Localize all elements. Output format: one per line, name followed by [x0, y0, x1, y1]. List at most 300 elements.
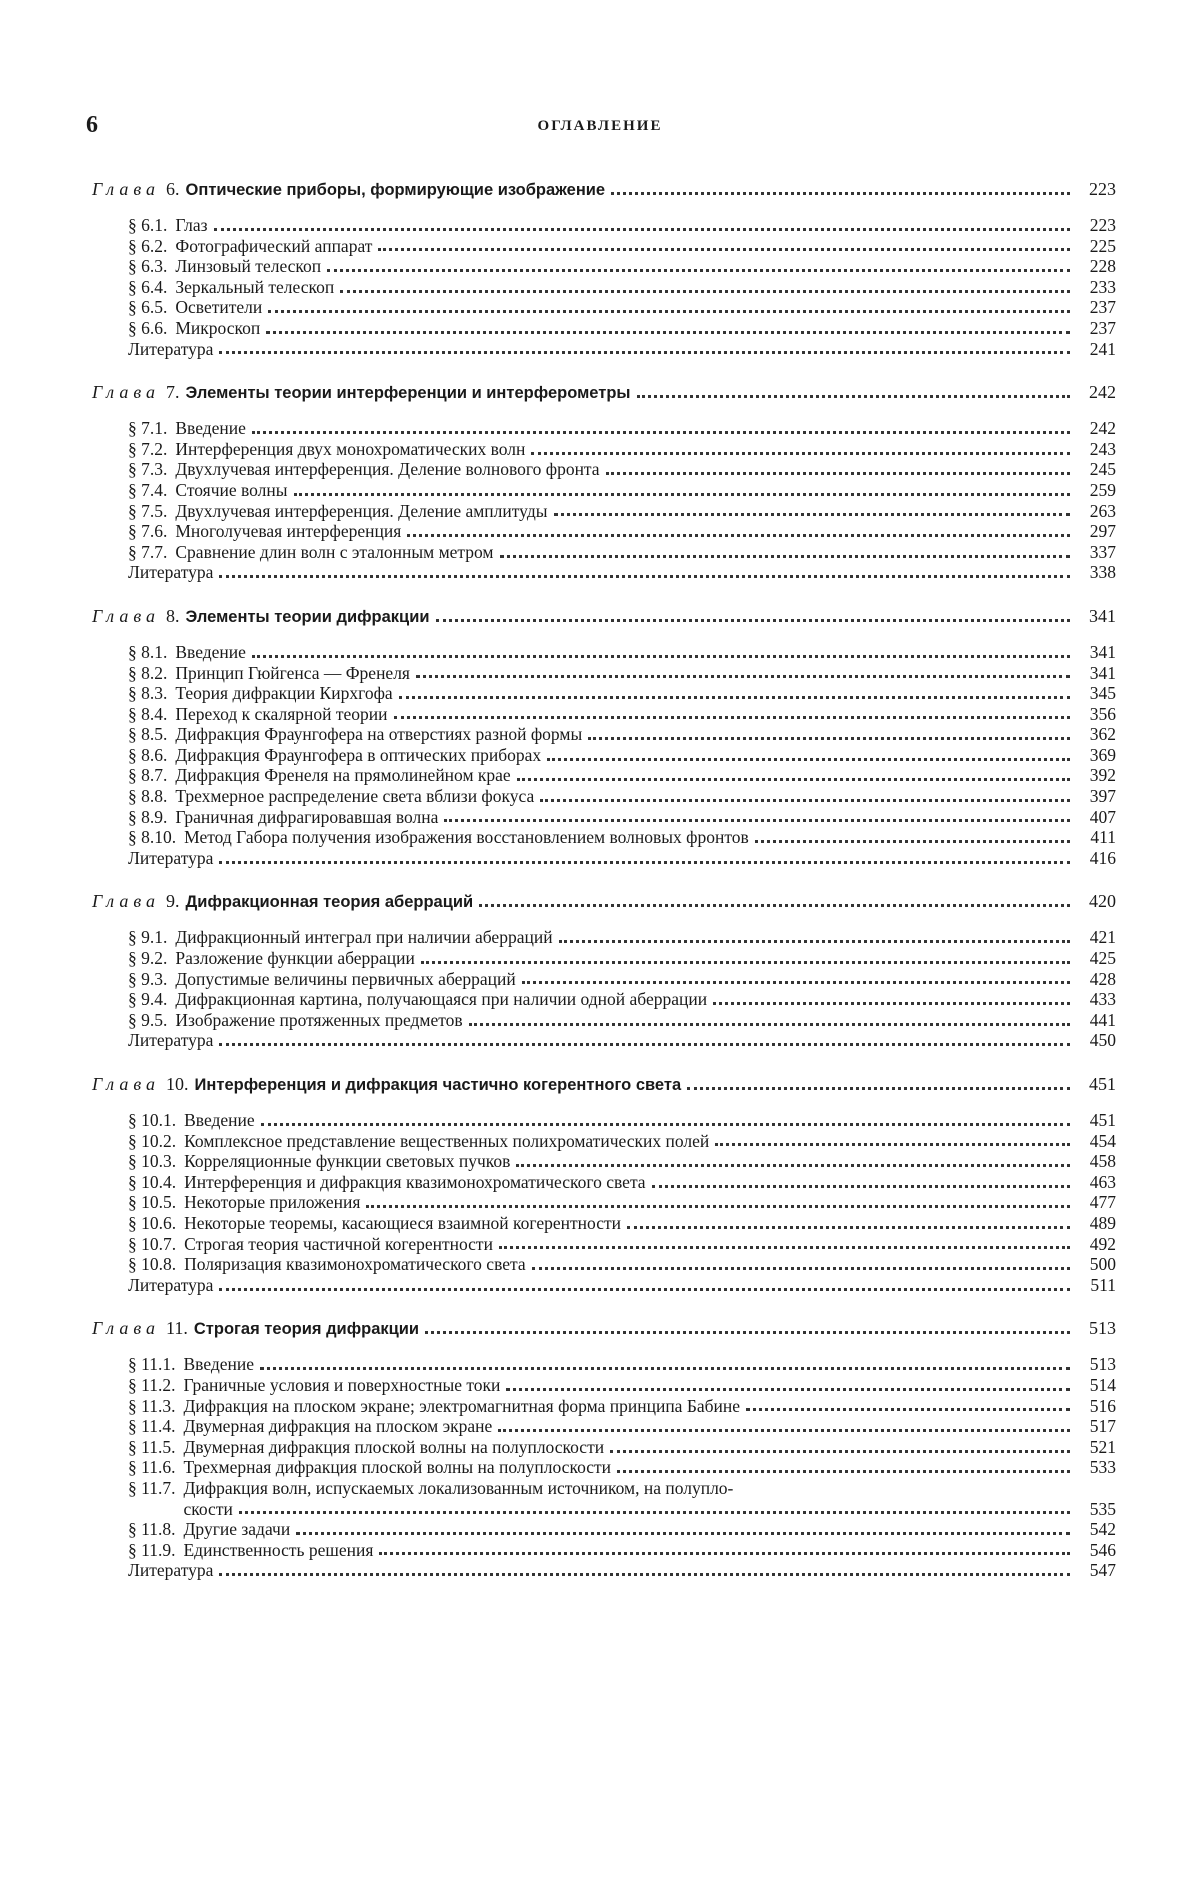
- literature-heading: [128, 339, 213, 360]
- section-page-number: 407: [1089, 806, 1116, 827]
- section-heading: [128, 1396, 740, 1417]
- section-title: Сравнение длин волн с эталонным метром: [175, 541, 494, 562]
- dot-leader: [499, 1246, 1070, 1249]
- section-heading: [128, 1519, 290, 1540]
- section-title: Трехмерная дифракция плоской волны на полуплоскости: [183, 1457, 612, 1478]
- section-heading: [128, 501, 548, 522]
- section-entry[interactable]: [92, 663, 1116, 684]
- section-page-number: 425: [1089, 948, 1116, 969]
- section-title: Дифракционная картина, получающаяся при наличии одной аберрации: [175, 989, 708, 1010]
- section-number: § 6.1.: [128, 215, 168, 235]
- literature-entry[interactable]: [92, 339, 1116, 360]
- chapter-number: 10.: [166, 1074, 189, 1094]
- section-entry[interactable]: [92, 1354, 1116, 1375]
- section-entry[interactable]: [92, 745, 1116, 766]
- dot-leader: [627, 1226, 1070, 1229]
- section-heading: [128, 969, 516, 990]
- dot-leader: [755, 840, 1070, 843]
- chapter-block: [92, 1073, 1116, 1295]
- section-heading: [128, 521, 401, 542]
- section-page-number: 228: [1089, 256, 1116, 277]
- section-entry[interactable]: [92, 521, 1116, 542]
- literature-page-number: 241: [1089, 338, 1116, 359]
- section-title: Глаз: [175, 215, 208, 235]
- section-heading: [128, 277, 334, 298]
- section-heading: [128, 1010, 463, 1031]
- section-number: § 10.8.: [128, 1254, 177, 1275]
- section-entry[interactable]: [92, 1010, 1116, 1031]
- section-title: Некоторые приложения: [184, 1192, 361, 1213]
- chapter-word: Глава: [92, 891, 161, 912]
- section-entry[interactable]: [92, 1234, 1116, 1255]
- section-page-number: 441: [1089, 1009, 1116, 1030]
- section-heading: [128, 1540, 373, 1561]
- dot-leader: [687, 1087, 1070, 1090]
- section-entry[interactable]: [92, 683, 1116, 704]
- section-number: § 10.3.: [128, 1151, 177, 1172]
- chapter-block: [92, 1317, 1116, 1581]
- section-page-number: 517: [1089, 1416, 1116, 1437]
- section-number: § 8.7.: [128, 765, 168, 786]
- dot-leader: [547, 758, 1070, 761]
- dot-leader: [532, 1267, 1070, 1270]
- dot-leader: [366, 1205, 1070, 1208]
- section-number: § 6.6.: [128, 317, 168, 338]
- literature-heading: [128, 1560, 213, 1581]
- section-number: § 10.1.: [128, 1110, 177, 1130]
- section-heading: [128, 459, 600, 480]
- chapter-block: [92, 178, 1116, 359]
- section-entry[interactable]: [92, 1254, 1116, 1275]
- section-page-number: 428: [1089, 968, 1116, 989]
- section-entry[interactable]: [92, 1131, 1116, 1152]
- chapter-block: [92, 890, 1116, 1051]
- section-title: Осветители: [175, 297, 263, 318]
- chapter-page-number: 341: [1089, 605, 1116, 626]
- section-page-number: 225: [1089, 235, 1116, 256]
- chapter-block: [92, 605, 1116, 869]
- literature-title: Литература: [128, 1274, 214, 1295]
- chapter-page-number: 451: [1089, 1074, 1116, 1094]
- dot-leader: [407, 534, 1070, 537]
- section-title: Фотографический аппарат: [175, 235, 373, 256]
- chapter-heading: [92, 1073, 681, 1096]
- dot-leader: [219, 1288, 1070, 1291]
- section-page-number: 521: [1089, 1436, 1116, 1457]
- section-number: § 8.4.: [128, 703, 168, 724]
- section-title: Зеркальный телескоп: [175, 276, 335, 297]
- section-number: § 8.6.: [128, 744, 168, 765]
- running-head: ОГЛАВЛЕНИЕ: [537, 118, 663, 134]
- section-entry[interactable]: [92, 786, 1116, 807]
- literature-entry[interactable]: [92, 1030, 1116, 1051]
- section-page-number: 513: [1089, 1354, 1116, 1375]
- dot-leader: [500, 555, 1070, 558]
- section-title: Изображение протяженных предметов: [175, 1009, 463, 1030]
- section-page-number: 514: [1089, 1374, 1116, 1395]
- section-number: § 8.1.: [128, 641, 168, 662]
- section-number: § 7.2.: [128, 438, 168, 459]
- section-number: § 7.4.: [128, 479, 168, 500]
- section-entry[interactable]: [92, 969, 1116, 990]
- section-number: § 6.3.: [128, 256, 168, 277]
- section-page-number: 223: [1089, 215, 1116, 235]
- section-page-number: 542: [1089, 1519, 1116, 1540]
- chapter-number: 7.: [166, 382, 180, 403]
- dot-leader: [379, 1552, 1070, 1555]
- section-title: Введение: [183, 1354, 255, 1375]
- section-heading: [128, 318, 260, 339]
- section-title: Стоячие волны: [175, 479, 288, 500]
- section-page-number: 516: [1089, 1395, 1116, 1416]
- section-page-number: 237: [1089, 297, 1116, 318]
- chapter-title: Элементы теории дифракции: [185, 607, 430, 626]
- chapter-heading: [92, 890, 473, 913]
- chapter-title: Оптические приборы, формирующие изображение: [185, 181, 606, 199]
- dot-leader: [399, 696, 1070, 699]
- chapter-entry[interactable]: [92, 1073, 1116, 1096]
- section-heading: [128, 827, 749, 848]
- section-heading: [128, 1437, 604, 1458]
- section-page-number: 341: [1089, 662, 1116, 683]
- section-number: § 11.5.: [128, 1436, 176, 1457]
- section-page-number: 237: [1089, 317, 1116, 338]
- section-title: Поляризация квазимонохроматического света: [184, 1254, 526, 1275]
- section-entry[interactable]: [92, 704, 1116, 725]
- section-title: Двухлучевая интерференция. Деление волнового фронта: [175, 459, 600, 480]
- dot-leader: [260, 1367, 1070, 1370]
- chapter-page-number: 513: [1089, 1318, 1116, 1339]
- section-entry[interactable]: [92, 236, 1116, 257]
- section-title: Линзовый телескоп: [175, 256, 322, 277]
- section-title: Строгая теория частичной когерентности: [184, 1233, 493, 1254]
- chapter-entry[interactable]: [92, 178, 1116, 201]
- dot-leader: [219, 351, 1070, 354]
- dot-leader: [394, 716, 1070, 719]
- section-entry[interactable]: [92, 724, 1116, 745]
- chapter-title: Строгая теория дифракции: [193, 1320, 420, 1339]
- section-number: § 7.6.: [128, 521, 168, 542]
- section-page-number: 546: [1089, 1539, 1116, 1560]
- section-number: § 7.3.: [128, 459, 168, 480]
- section-title: Дифракция на плоском экране; электромагнитная форма принципа Бабине: [183, 1395, 741, 1416]
- section-title: Многолучевая интерференция: [175, 521, 402, 542]
- chapter-entry[interactable]: [92, 605, 1116, 628]
- chapter-title: Интерференция и дифракция частично когерентного света: [194, 1076, 682, 1094]
- section-heading: [128, 542, 494, 563]
- section-number: § 8.9.: [128, 806, 168, 827]
- section-page-number: 421: [1089, 927, 1116, 948]
- section-heading: [128, 704, 388, 725]
- section-entry[interactable]: [92, 459, 1116, 480]
- section-page-number: 245: [1089, 459, 1116, 480]
- section-heading: [128, 1110, 255, 1131]
- dot-leader: [610, 1450, 1070, 1453]
- section-page-number: 392: [1089, 765, 1116, 786]
- section-entry[interactable]: [92, 1151, 1116, 1172]
- section-page-number: 397: [1089, 786, 1116, 807]
- section-entry[interactable]: [92, 439, 1116, 460]
- literature-entry[interactable]: [92, 1275, 1116, 1296]
- literature-page-number: 338: [1089, 562, 1116, 583]
- section-title: Другие задачи: [183, 1519, 291, 1540]
- section-page-number: 433: [1089, 989, 1116, 1010]
- chapter-word: Глава: [92, 605, 161, 626]
- dot-leader: [239, 1511, 1070, 1514]
- section-title: Интерференция и дифракция квазимонохроматического света: [184, 1171, 646, 1192]
- section-page-number: 489: [1089, 1212, 1116, 1233]
- dot-leader: [296, 1532, 1070, 1535]
- section-heading: [128, 418, 246, 439]
- section-number: § 9.1.: [128, 927, 168, 948]
- section-entry[interactable]: [92, 256, 1116, 277]
- dot-leader: [606, 472, 1070, 475]
- dot-leader: [294, 493, 1070, 496]
- chapter-heading: [92, 381, 631, 404]
- dot-leader: [531, 452, 1070, 455]
- dot-leader: [713, 1002, 1070, 1005]
- literature-title: Литература: [128, 847, 214, 868]
- chapter-word: Глава: [92, 1074, 161, 1094]
- section-heading: [128, 1354, 254, 1375]
- dot-leader: [444, 819, 1070, 822]
- section-number: § 11.6.: [128, 1457, 176, 1478]
- section-page-number: 242: [1089, 418, 1116, 439]
- section-page-number: 341: [1089, 641, 1116, 662]
- section-title: Дифракция Фраунгофера в оптических приборах: [175, 744, 542, 765]
- dot-leader: [425, 1331, 1070, 1334]
- section-page-number: 411: [1090, 827, 1116, 848]
- section-title: Единственность решения: [183, 1539, 374, 1560]
- dot-leader: [637, 395, 1071, 398]
- section-number: § 7.7.: [128, 541, 168, 562]
- dot-leader: [746, 1408, 1070, 1411]
- section-entry[interactable]: [92, 1540, 1116, 1561]
- dot-leader: [266, 331, 1070, 334]
- dot-leader: [479, 904, 1070, 907]
- literature-heading: [128, 1275, 213, 1296]
- chapter-number: 8.: [166, 605, 180, 626]
- section-title: Двумерная дифракция плоской волны на полуплоскости: [183, 1436, 605, 1457]
- section-page-number: 369: [1089, 744, 1116, 765]
- dot-leader: [340, 290, 1070, 293]
- section-entry[interactable]: [92, 480, 1116, 501]
- page-number: 6: [86, 112, 98, 138]
- section-title: Граничные условия и поверхностные токи: [183, 1374, 501, 1395]
- section-title: Некоторые теоремы, касающиеся взаимной когерентности: [184, 1212, 621, 1233]
- section-title-line2: скости: [183, 1498, 233, 1519]
- literature-title: Литература: [128, 1030, 214, 1051]
- section-entry[interactable]: [92, 948, 1116, 969]
- literature-entry[interactable]: [92, 562, 1116, 583]
- section-number: § 9.3.: [128, 968, 168, 989]
- section-number: § 8.10.: [128, 827, 177, 848]
- section-entry[interactable]: [92, 1192, 1116, 1213]
- section-heading: [128, 215, 208, 236]
- section-heading: [128, 1234, 493, 1255]
- section-heading: [128, 745, 541, 766]
- dot-leader: [469, 1023, 1070, 1026]
- literature-page-number: 547: [1089, 1560, 1116, 1581]
- section-heading: [128, 1375, 500, 1396]
- section-heading: [128, 1172, 646, 1193]
- section-entry[interactable]: [92, 277, 1116, 298]
- section-number: § 10.5.: [128, 1192, 177, 1213]
- section-number: § 9.4.: [128, 989, 168, 1010]
- section-heading: [128, 1151, 510, 1172]
- section-title: Введение: [175, 641, 246, 662]
- chapter-title: Элементы теории интерференции и интерферометры: [185, 384, 631, 403]
- section-entry[interactable]: [92, 642, 1116, 663]
- section-number: § 6.2.: [128, 235, 168, 256]
- dot-leader: [219, 861, 1070, 864]
- section-entry[interactable]: [92, 318, 1116, 339]
- dot-leader: [436, 619, 1071, 622]
- section-number: § 11.9.: [128, 1539, 176, 1560]
- literature-heading: [128, 848, 213, 869]
- section-entry[interactable]: [92, 501, 1116, 522]
- section-entry[interactable]: [92, 215, 1116, 236]
- chapter-number: 11.: [166, 1318, 188, 1339]
- literature-page-number: 416: [1089, 847, 1116, 868]
- section-heading: [128, 948, 415, 969]
- section-page-number: 362: [1089, 724, 1116, 745]
- section-title: Введение: [175, 418, 246, 439]
- section-page-number: 337: [1089, 541, 1116, 562]
- section-heading: [128, 1131, 709, 1152]
- section-heading: [128, 1457, 611, 1478]
- section-title: Принцип Гюйгенса — Френеля: [175, 662, 410, 683]
- section-page-number: 297: [1089, 521, 1116, 542]
- section-entry[interactable]: [92, 1478, 1116, 1519]
- chapter-entry[interactable]: [92, 381, 1116, 404]
- section-entry[interactable]: [92, 1110, 1116, 1131]
- section-page-number: 233: [1089, 276, 1116, 297]
- chapter-heading: [92, 1317, 419, 1340]
- section-number: § 8.2.: [128, 662, 168, 683]
- section-page-number: 535: [1089, 1498, 1116, 1519]
- section-heading: [128, 439, 525, 460]
- chapter-heading: [92, 178, 605, 201]
- chapter-title: Дифракционная теория аберраций: [185, 893, 474, 912]
- section-page-number: 500: [1089, 1254, 1116, 1275]
- section-heading: [128, 724, 582, 745]
- section-entry[interactable]: [92, 1396, 1116, 1417]
- dot-leader: [214, 228, 1070, 231]
- section-title: Теория дифракции Кирхгофа: [175, 683, 393, 704]
- dot-leader: [416, 675, 1070, 678]
- section-entry[interactable]: [92, 1437, 1116, 1458]
- section-title: Двухлучевая интерференция. Деление амплитуды: [175, 500, 548, 521]
- section-entry[interactable]: [92, 1172, 1116, 1193]
- section-entry[interactable]: [92, 1519, 1116, 1540]
- chapter-word: Глава: [92, 179, 161, 199]
- section-number: § 7.5.: [128, 500, 168, 521]
- section-title: Введение: [184, 1110, 255, 1130]
- section-page-number: 263: [1089, 500, 1116, 521]
- section-heading: [128, 642, 246, 663]
- dot-leader: [516, 1164, 1070, 1167]
- dot-leader: [617, 1470, 1070, 1473]
- section-entry[interactable]: [92, 989, 1116, 1010]
- dot-leader: [554, 513, 1071, 516]
- section-title: Допустимые величины первичных аберраций: [175, 968, 516, 989]
- chapter-entry[interactable]: [92, 890, 1116, 913]
- chapter-block: [92, 381, 1116, 583]
- section-number: § 11.3.: [128, 1395, 176, 1416]
- section-title: Граничная дифрагировавшая волна: [175, 806, 439, 827]
- literature-title: Литература: [128, 562, 214, 583]
- dot-leader: [611, 192, 1070, 195]
- section-heading: [128, 1416, 492, 1437]
- literature-heading: [128, 562, 213, 583]
- literature-page-number: 511: [1090, 1274, 1116, 1295]
- section-heading: [128, 663, 410, 684]
- literature-title: Литература: [128, 338, 214, 359]
- literature-entry[interactable]: [92, 1560, 1116, 1581]
- section-heading: [128, 989, 707, 1010]
- section-page-number: 477: [1089, 1192, 1116, 1213]
- section-number: § 11.2.: [128, 1374, 176, 1395]
- dot-leader: [268, 310, 1070, 313]
- chapter-page-number: 223: [1089, 179, 1116, 199]
- section-entry[interactable]: [92, 297, 1116, 318]
- section-heading: [128, 236, 372, 257]
- chapter-page-number: 420: [1089, 891, 1116, 912]
- section-number: § 10.2.: [128, 1130, 177, 1151]
- chapter-heading: [92, 605, 430, 628]
- section-page-number: 533: [1089, 1457, 1116, 1478]
- section-title: Дифракционный интеграл при наличии аберраций: [175, 927, 553, 948]
- section-entry[interactable]: [92, 418, 1116, 439]
- literature-heading: [128, 1030, 213, 1051]
- chapter-word: Глава: [92, 1318, 161, 1339]
- dot-leader: [498, 1429, 1070, 1432]
- section-number: § 8.8.: [128, 786, 168, 807]
- section-entry[interactable]: [92, 1375, 1116, 1396]
- section-number: § 10.7.: [128, 1233, 177, 1254]
- section-title: Интерференция двух монохроматических волн: [175, 438, 526, 459]
- section-entry[interactable]: [92, 542, 1116, 563]
- chapter-entry[interactable]: [92, 1317, 1116, 1340]
- section-entry[interactable]: [92, 765, 1116, 786]
- section-page-number: 356: [1089, 703, 1116, 724]
- section-entry[interactable]: [92, 1457, 1116, 1478]
- section-title: Метод Габора получения изображения восстановлением волновых фронтов: [184, 827, 749, 848]
- section-title: Разложение функции аберрации: [175, 948, 415, 969]
- section-heading: [128, 256, 321, 277]
- section-heading: [128, 683, 393, 704]
- dot-leader: [252, 655, 1070, 658]
- literature-entry[interactable]: [92, 848, 1116, 869]
- section-entry[interactable]: [92, 827, 1116, 848]
- dot-leader: [715, 1143, 1070, 1146]
- section-page-number: 451: [1089, 1110, 1116, 1130]
- section-entry[interactable]: [92, 807, 1116, 828]
- section-heading: [128, 765, 511, 786]
- section-number: § 8.3.: [128, 683, 168, 704]
- section-entry[interactable]: [92, 1416, 1116, 1437]
- chapter-number: 9.: [166, 891, 180, 912]
- section-entry[interactable]: [92, 1213, 1116, 1234]
- section-heading: [128, 480, 288, 501]
- section-title: Переход к скалярной теории: [175, 703, 388, 724]
- chapter-number: 6.: [166, 179, 180, 199]
- section-entry[interactable]: [92, 927, 1116, 948]
- section-title: Трехмерное распределение света вблизи фокуса: [175, 786, 535, 807]
- section-heading: [128, 1254, 526, 1275]
- section-heading: [128, 1213, 621, 1234]
